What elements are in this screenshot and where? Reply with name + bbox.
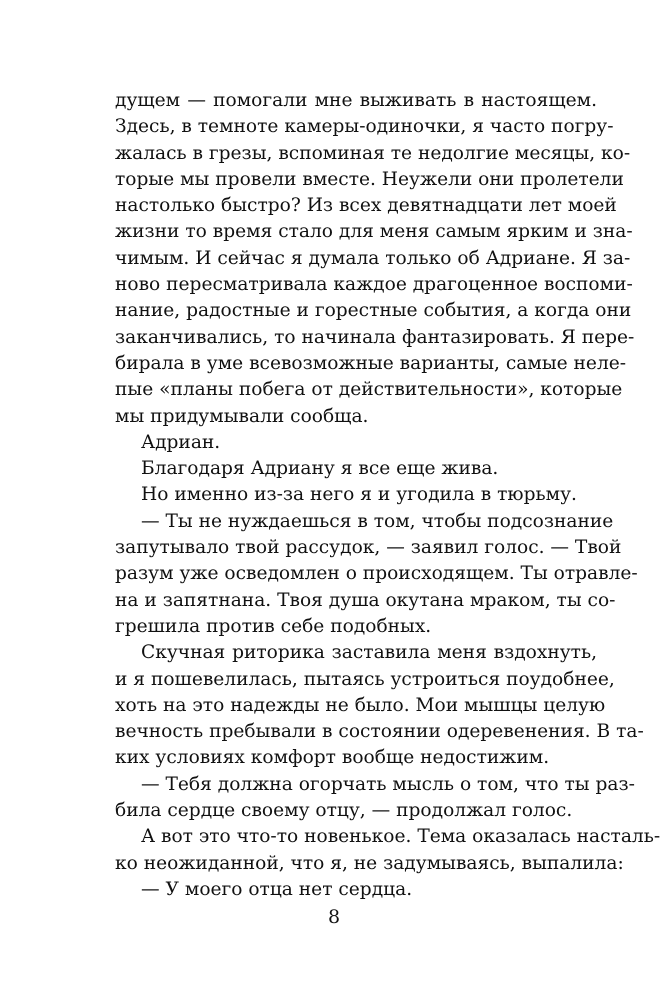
body-text bbox=[115, 88, 661, 903]
text-line: жизни то время стало для меня самым ярким и зна- bbox=[115, 221, 633, 243]
text-line: жалась в грезы, вспоминая те недолгие месяцы, ко- bbox=[115, 142, 631, 164]
text-line: нание, радостные и горестные события, а когда они bbox=[115, 300, 632, 322]
text-line: Скучная риторика заставила меня вздохнуть, bbox=[141, 642, 597, 664]
text-line: пые «планы побега от действительности», которые bbox=[115, 379, 623, 401]
text-line: — Тебя должна огорчать мысль о том, что ты раз- bbox=[141, 773, 635, 795]
text-line: — Ты не нуждаешься в том, чтобы подсознание bbox=[141, 510, 614, 532]
text-line: грешила против себе подобных. bbox=[115, 615, 432, 637]
text-line: дущем — помогали мне выживать в настоящем. bbox=[115, 90, 597, 111]
text-line: Но именно из-за него я и угодила в тюрьму. bbox=[141, 484, 577, 506]
text-line: Адриан. bbox=[141, 431, 221, 453]
text-line: А вот это что-то новенькое. Тема оказалась насталь- bbox=[141, 826, 661, 848]
text-line: мы придумывали сообща. bbox=[115, 405, 369, 427]
text-line: и я пошевелилась, пытаясь устроиться поудобнее, bbox=[115, 668, 615, 690]
text-line: Благодаря Адриану я все еще жива. bbox=[141, 458, 499, 480]
text-line: чимым. И сейчас я думала только об Адриане. Я за- bbox=[115, 247, 631, 269]
text-line: хоть на это надежды не было. Мои мышцы целую bbox=[115, 694, 606, 716]
text-line: настолько быстро? Из всех девятнадцати лет моей bbox=[115, 195, 617, 217]
page-number: 8 bbox=[327, 906, 341, 928]
text-line: запутывало твой рассудок, — заявил голос. — Твой bbox=[115, 537, 622, 559]
text-line: на и запятнана. Твоя душа окутана мраком, ты со- bbox=[115, 589, 616, 611]
text-line: вечность пребывали в состоянии одеревенения. В та- bbox=[115, 721, 644, 743]
text-line: ких условиях комфорт вообще недостижим. bbox=[115, 747, 550, 769]
text-line: била сердце своему отцу, — продолжал голос. bbox=[115, 800, 573, 822]
text-line: Здесь, в темноте камеры-одиночки, я часто погру- bbox=[115, 116, 614, 138]
text-line: ново пересматривала каждое драгоценное воспоми- bbox=[115, 274, 633, 296]
text-line: бирала в уме всевозможные варианты, самые неле- bbox=[115, 352, 627, 374]
text-line: торые мы провели вместе. Неужели они пролетели bbox=[115, 168, 624, 190]
text-line: — У моего отца нет сердца. bbox=[141, 878, 413, 900]
text-line: разум уже осведомлен о происходящем. Ты отравле- bbox=[115, 563, 638, 585]
text-line: заканчивались, то начинала фантазировать. Я пере- bbox=[115, 326, 635, 348]
text-line: ко неожиданной, что я, не задумываясь, выпалила: bbox=[115, 852, 624, 874]
